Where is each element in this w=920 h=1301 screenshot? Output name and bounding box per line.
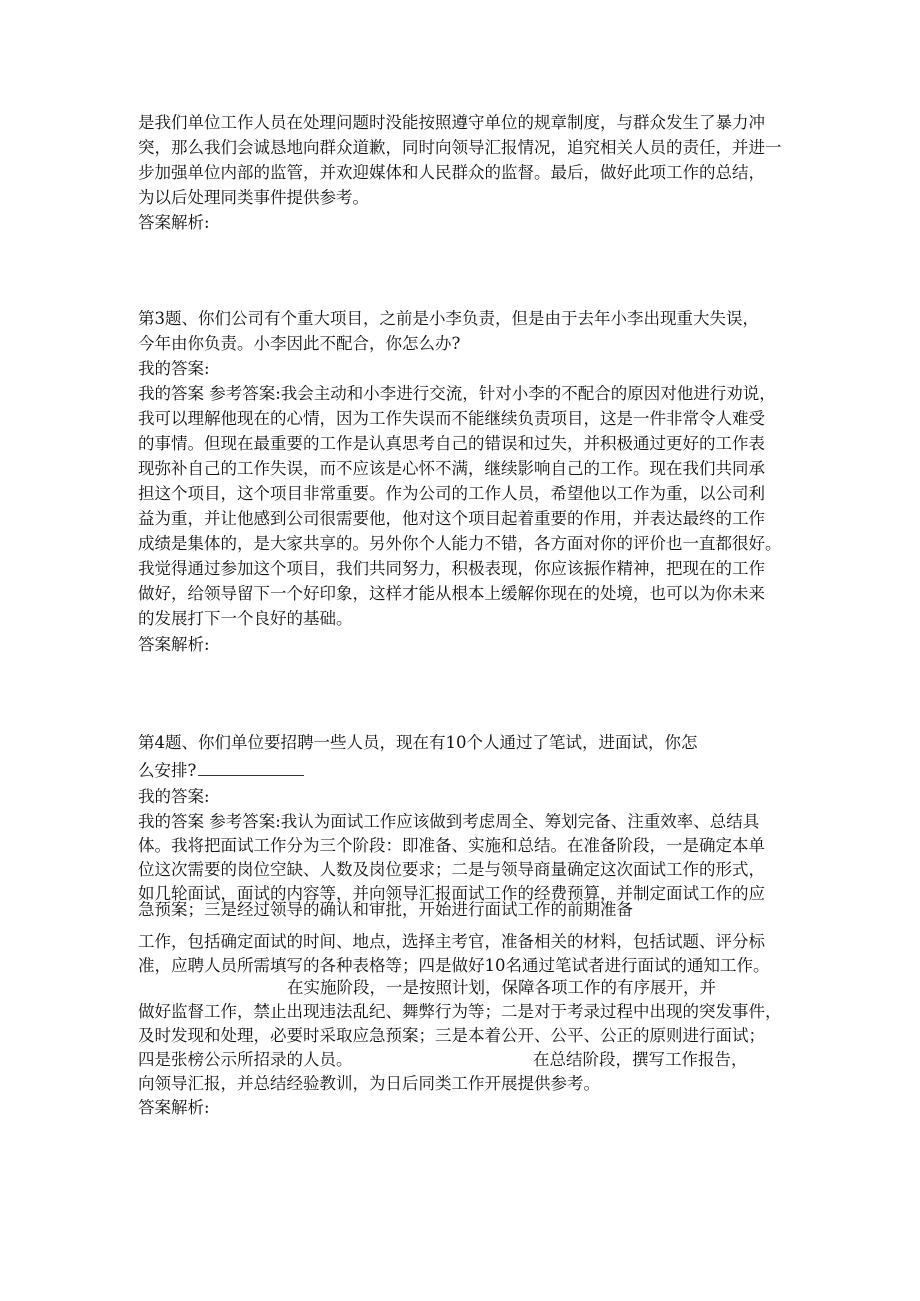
answer-blank xyxy=(198,761,304,776)
answer-line: 我觉得通过参加这个项目，我们共同努力，积极表现，你应该振作精神，把现在的工作 xyxy=(138,559,765,578)
answer-line: 向领导汇报，并总结经验教训，为日后同类工作开展提供参考。 xyxy=(138,1074,600,1093)
answer-line: 如几轮面试，面试的内容等，并向领导汇报面试工作的经费预算，并制定面试工作的应 xyxy=(138,884,765,903)
answer-line: 成绩是集体的，是大家共享的。另外你个人能力不错，各方面对你的评价也一直都很好。 xyxy=(138,534,782,553)
answer-analysis-label: 答案解析: xyxy=(138,635,210,654)
answer-line: 做好监督工作，禁止出现违法乱纪、舞弊行为等；二是对于考录过程中出现的突发事件， xyxy=(138,1002,782,1021)
answer-analysis-label: 答案解析: xyxy=(138,213,210,232)
answer-line: 我的答案 参考答案:我会主动和小李进行交流，针对小李的不配合的原因对他进行劝说， xyxy=(138,384,776,403)
answer-line: 在实施阶段，一是按照计划，保障各项工作的有序展开，并 xyxy=(287,978,716,997)
answer-line: 我可以理解他现在的心情，因为工作失误而不能继续负责项目，这是一件非常令人难受 xyxy=(138,409,765,428)
my-answer-label: 我的答案: xyxy=(138,787,210,806)
answer-line: 我的答案 参考答案:我认为面试工作应该做到考虑周全、筹划完备、注重效率、总结具 xyxy=(138,812,760,831)
answer-line: 在总结阶段，撰写工作报告， xyxy=(533,1050,748,1069)
answer-line: 及时发现和处理，必要时采取应急预案；三是本着公开、公平、公正的原则进行面试； xyxy=(138,1026,765,1045)
answer-line: 急预案；三是经过领导的确认和审批，开始进行面试工作的前期准备 xyxy=(138,900,633,919)
answer-line: 益为重，并让他感到公司很需要他，他对这个项目起着重要的作用，并表达最终的工作 xyxy=(138,509,765,528)
question-text: 第4题、你们单位要招聘一些人员，现在有10个人通过了笔试，进面试，你怎 xyxy=(138,733,698,752)
text-line: 突，那么我们会诚恳地向群众道歉，同时向领导汇报情况，追究相关人员的责任，并进一 xyxy=(138,138,782,157)
answer-line: 的事情。但现在最重要的工作是认真思考自己的错误和过失，并积极通过更好的工作表 xyxy=(138,434,765,453)
answer-line: 担这个项目，这个项目非常重要。作为公司的工作人员，希望他以工作为重，以公司利 xyxy=(138,484,765,503)
question-text: 今年由你负责。小李因此不配合，你怎么办? xyxy=(138,334,461,353)
text-line: 为以后处理同类事件提供参考。 xyxy=(138,188,369,207)
answer-line: 现弥补自己的工作失误，而不应该是心怀不满，继续影响自己的工作。现在我们共同承 xyxy=(138,459,765,478)
answer-line: 准，应聘人员所需填写的各种表格等；四是做好10名通过笔试者进行面试的通知工作。 xyxy=(138,956,770,975)
question-text-line2 xyxy=(138,759,304,783)
text-line: 是我们单位工作人员在处理问题时没能按照遵守单位的规章制度，与群众发生了暴力冲 xyxy=(138,113,765,132)
answer-line: 做好，给领导留下一个好印象，这样才能从根本上缓解你现在的处境，也可以为你未来 xyxy=(138,584,765,603)
answer-line: 四是张榜公示所招录的人员。 xyxy=(138,1050,353,1069)
answer-analysis-label: 答案解析: xyxy=(138,1098,210,1117)
answer-line: 位这次需要的岗位空缺、人数及岗位要求；二是与领导商量确定这次面试工作的形式， xyxy=(138,860,765,879)
text-line: 步加强单位内部的监管，并欢迎媒体和人民群众的监督。最后，做好此项工作的总结， xyxy=(138,163,765,182)
question-text: 第3题、你们公司有个重大项目，之前是小李负责，但是由于去年小李出现重大失误， xyxy=(138,309,759,328)
my-answer-label: 我的答案: xyxy=(138,359,210,378)
question-text: 么安排? xyxy=(138,761,197,780)
answer-line: 体。我将把面试工作分为三个阶段：即准备、实施和总结。在准备阶段，一是确定本单 xyxy=(138,836,765,855)
answer-line: 工作，包括确定面试的时间、地点，选择主考官，准备相关的材料，包括试题、评分标 xyxy=(138,932,765,951)
answer-line: 的发展打下一个良好的基础。 xyxy=(138,609,353,628)
